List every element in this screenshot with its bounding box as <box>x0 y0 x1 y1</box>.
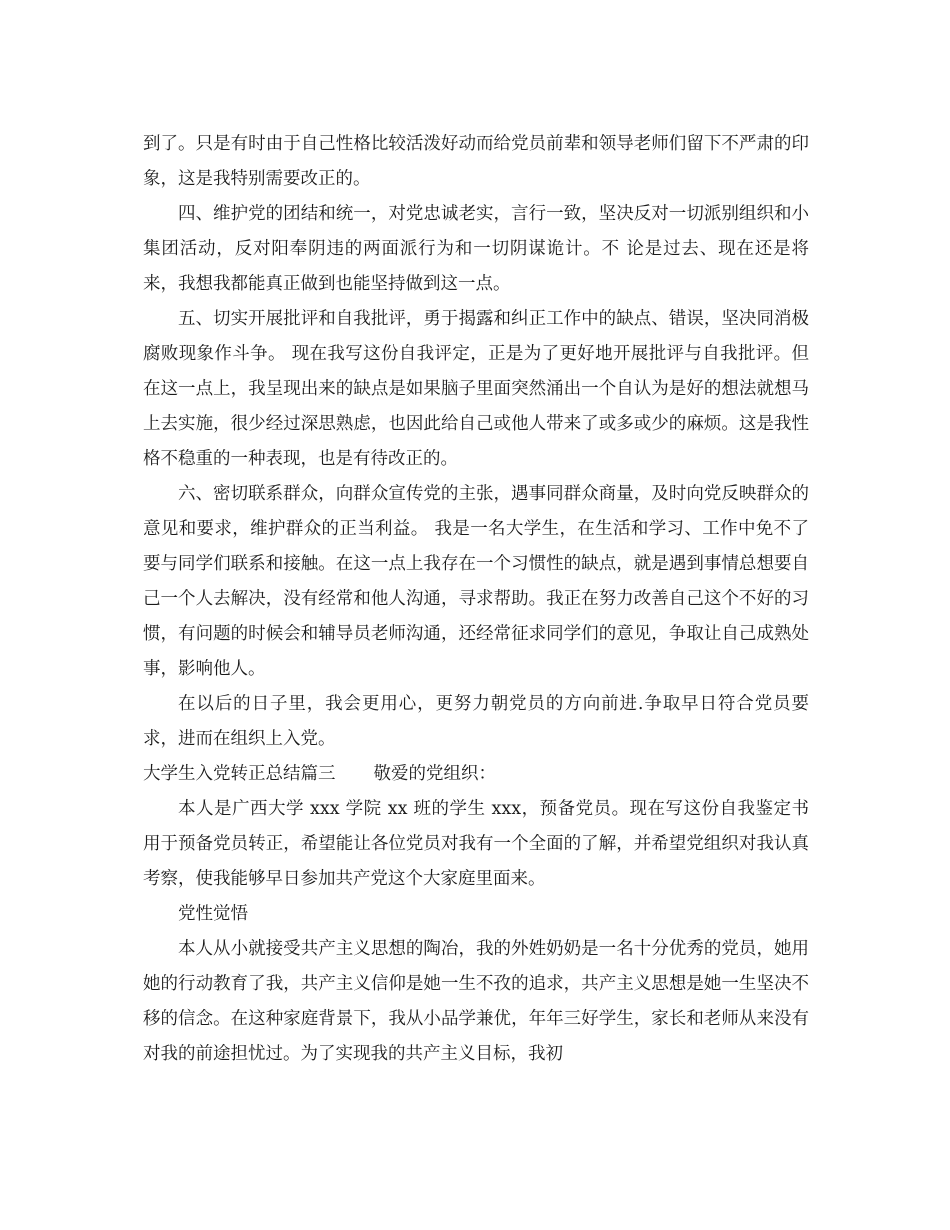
paragraph-point-six: 六、密切联系群众，向群众宣传党的主张，遇事同群众商量，及时向党反映群众的意见和要求，维护群众的正当利益。 我是一名大学生，在生活和学习、工作中免不了要与同学们联系和接触。在这一点上我存在一个习惯性的缺点，就是遇到事情总想要自己一个人去解决，没有经常和他人沟通，寻求帮助。我正在努力改善自己这个不好的习惯，有问题的时候会和辅导员老师沟通，还经常征求同学们的意见，争取让自己成熟处事，影响他人。 <box>143 484 809 679</box>
subheading-party-awareness: 党性觉悟 <box>178 904 248 924</box>
paragraph-introduction: 本人是广西大学 xxx 学院 xx 班的学生 xxx，预备党员。现在写这份自我鉴定书用于预备党员转正，希望能让各位党员对我有一个全面的了解，并希望党组织对我认真考察，使我能够早日参加共产党这个大家庭里面来。 <box>143 799 809 889</box>
paragraph-closing: 在以后的日子里，我会更用心，更努力朝党员的方向前进.争取早日符合党员要求，进而在组织上入党。 <box>143 694 809 749</box>
document-body <box>143 127 809 1072</box>
paragraph-background: 本人从小就接受共产主义思想的陶冶，我的外姓奶奶是一名十分优秀的党员，她用她的行动教育了我，共产主义信仰是她一生不孜的追求，共产主义思想是她一生坚决不移的信念。在这种家庭背景下，我从小品学兼优，年年三好学生，家长和老师从来没有对我的前途担忧过。为了实现我的共产主义目标，我初 <box>143 939 809 1064</box>
section-title: 大学生入党转正总结篇三 <box>143 764 336 784</box>
salutation: 敬爱的党组织： <box>373 764 496 784</box>
paragraph-continuation: 到了。只是有时由于自己性格比较活泼好动而给党员前辈和领导老师们留下不严肃的印象，这是我特别需要改正的。 <box>143 134 809 189</box>
paragraph-point-five: 五、切实开展批评和自我批评，勇于揭露和纠正工作中的缺点、错误，坚决同消极腐败现象作斗争。 现在我写这份自我评定，正是为了更好地开展批评与自我批评。但在这一点上，我呈现出来的缺点是如果脑子里面突然涌出一个自认为是好的想法就想马上去实施，很少经过深思熟虑，也因此给自己或他人带来了或多或少的麻烦。这是我性格不稳重的一种表现，也是有待改正的。 <box>143 309 809 469</box>
paragraph-point-four: 四、维护党的团结和统一，对党忠诚老实，言行一致，坚决反对一切派别组织和小集团活动，反对阳奉阴违的两面派行为和一切阴谋诡计。不 论是过去、现在还是将来，我想我都能真正做到也能坚持做到这一点。 <box>143 204 809 294</box>
section-heading <box>143 757 809 792</box>
